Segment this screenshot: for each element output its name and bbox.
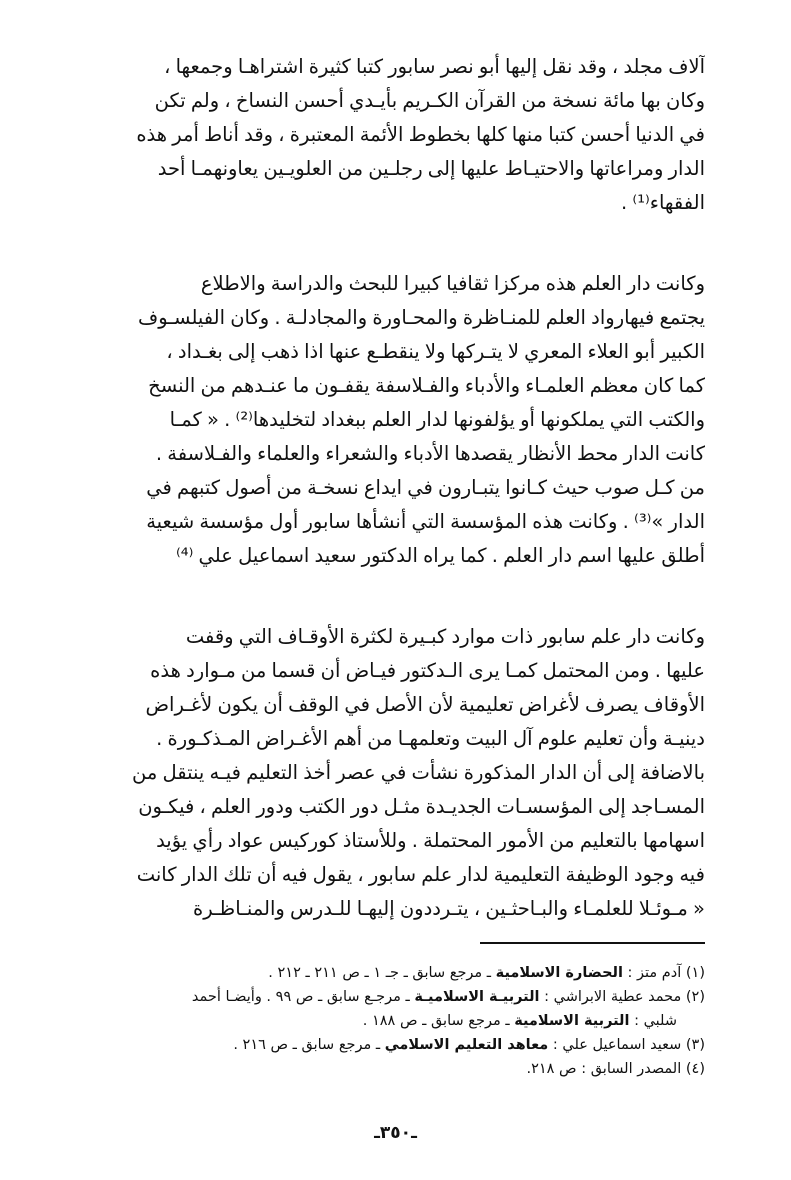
text-line: الفقهاء⁽¹⁾ . — [621, 191, 705, 214]
text-line: الكبير أبو العلاء المعري لا يتـركها ولا ينقطـع عنها اذا ذهب إلى بغـداد ، — [166, 340, 705, 363]
page-number: ـ٣٥٠ـ — [374, 1123, 417, 1143]
text-line: وكان بها مائة نسخة من القرآن الكـريم بأيـدي أحسن النساخ ، ولم تكن — [154, 89, 705, 112]
text-line: كما كان معظم العلمـاء والأدباء والفـلاسفة يقفـون ما عنـدهم من النسخ — [148, 374, 705, 397]
footnote-2-continuation: شلبي : التربية الاسلامية ـ مرجع سابق ـ ص ١٨٨ . — [362, 1013, 677, 1029]
footnote-4: (٤) المصدر السابق : ص ٢١٨. — [526, 1061, 705, 1077]
text-line: يجتمع فيهارواد العلم للمنـاظرة والمحـاورة والمجادلـة . وكان الفيلسـوف — [138, 306, 705, 329]
page-body — [80, 50, 705, 926]
text-line: آلاف مجلد ، وقد نقل إليها أبو نصر سابور كتبا كثيرة اشتراهـا وجمعها ، — [164, 55, 705, 78]
text-line: في الدنيا أحسن كتبا منها كلها بخطوط الأئمة المعتبرة ، وقد أناط أمر هذه — [136, 123, 705, 146]
footnote-2: (٢) محمد عطية الابراشي : التربيـة الاسلاميـة ـ مرجـع سابق ـ ص ٩٩ . وأيضـا أحمد — [191, 989, 705, 1005]
text-line: أطلق عليها اسم دار العلم . كما يراه الدكتور سعيد اسماعيل علي ⁽⁴⁾ — [175, 544, 705, 567]
text-line: اسهامها بالتعليم من الأمور المحتملة . وللأستاذ كوركيس عواد رأي يؤيد — [156, 829, 705, 852]
text-line: والكتب التي يملكونها أو يؤلفونها لدار العلم ببغداد لتخليدها⁽²⁾ . « كمـا — [169, 408, 705, 431]
footnote-3: (٣) سعيد اسماعيل علي : معاهد التعليم الاسلامي ـ مرجع سابق ـ ص ٢١٦ . — [233, 1037, 705, 1053]
text-line: عليها . ومن المحتمل كمـا يرى الـدكتور فيـاض أن قسما من مـوارد هذه — [150, 659, 705, 682]
text-line: الدار »⁽³⁾ . وكانت هذه المؤسسة التي أنشأها سابور أول مؤسسة شيعية — [146, 510, 705, 533]
footnote-1: (١) آدم متز : الحضارة الاسلامية ـ مرجع سابق ـ جـ ١ ـ ص ٢١١ ـ ٢١٢ . — [268, 965, 705, 981]
text-line: المسـاجد إلى المؤسسـات الجديـدة مثـل دور الكتب ودور العلم ، فيكـون — [138, 795, 705, 818]
text-line: وكانت دار العلم هذه مركزا ثقافيا كبيرا للبحث والدراسة والاطلاع — [200, 272, 705, 295]
paragraph-2 — [80, 267, 705, 573]
text-line: دينيـة وأن تعليم علوم آل البيت وتعلمهـا من أهم الأغـراض المـذكـورة . — [156, 727, 705, 750]
paragraph-1 — [80, 50, 705, 220]
text-line: بالاضافة إلى أن الدار المذكورة نشأت في عصر أخذ التعليم فيـه ينتقل من — [132, 761, 705, 784]
text-line: كانت الدار محط الأنظار يقصدها الأدباء والشعراء والعلماء والفـلاسفة . — [155, 442, 705, 465]
text-line: الأوقاف يصرف لأغراض تعليمية لأن الأصل في الوقف أن يكون لأغـراض — [145, 693, 705, 716]
paragraph-3 — [80, 620, 705, 926]
text-line: الدار ومراعاتها والاحتيـاط عليها إلى رجلـين من العلويـين يعاونهمـا أحد — [157, 157, 705, 180]
text-line: وكانت دار علم سابور ذات موارد كبـيرة لكثرة الأوقـاف التي وقفت — [185, 625, 705, 648]
text-line: من كـل صوب حيث كـانوا يتبـارون في ايداع نسخـة من أصول كتبهم في — [146, 476, 705, 499]
text-line: « مـوئـلا للعلمـاء والبـاحثـين ، يتـرددون إليهـا للـدرس والمنـاظـرة — [192, 897, 705, 920]
text-line: فيه وجود الوظيفة التعليمية لدار علم سابور ، يقول فيه أن تلك الدار كانت — [136, 863, 705, 886]
footnote-separator — [480, 942, 705, 944]
footnotes — [80, 961, 705, 1081]
